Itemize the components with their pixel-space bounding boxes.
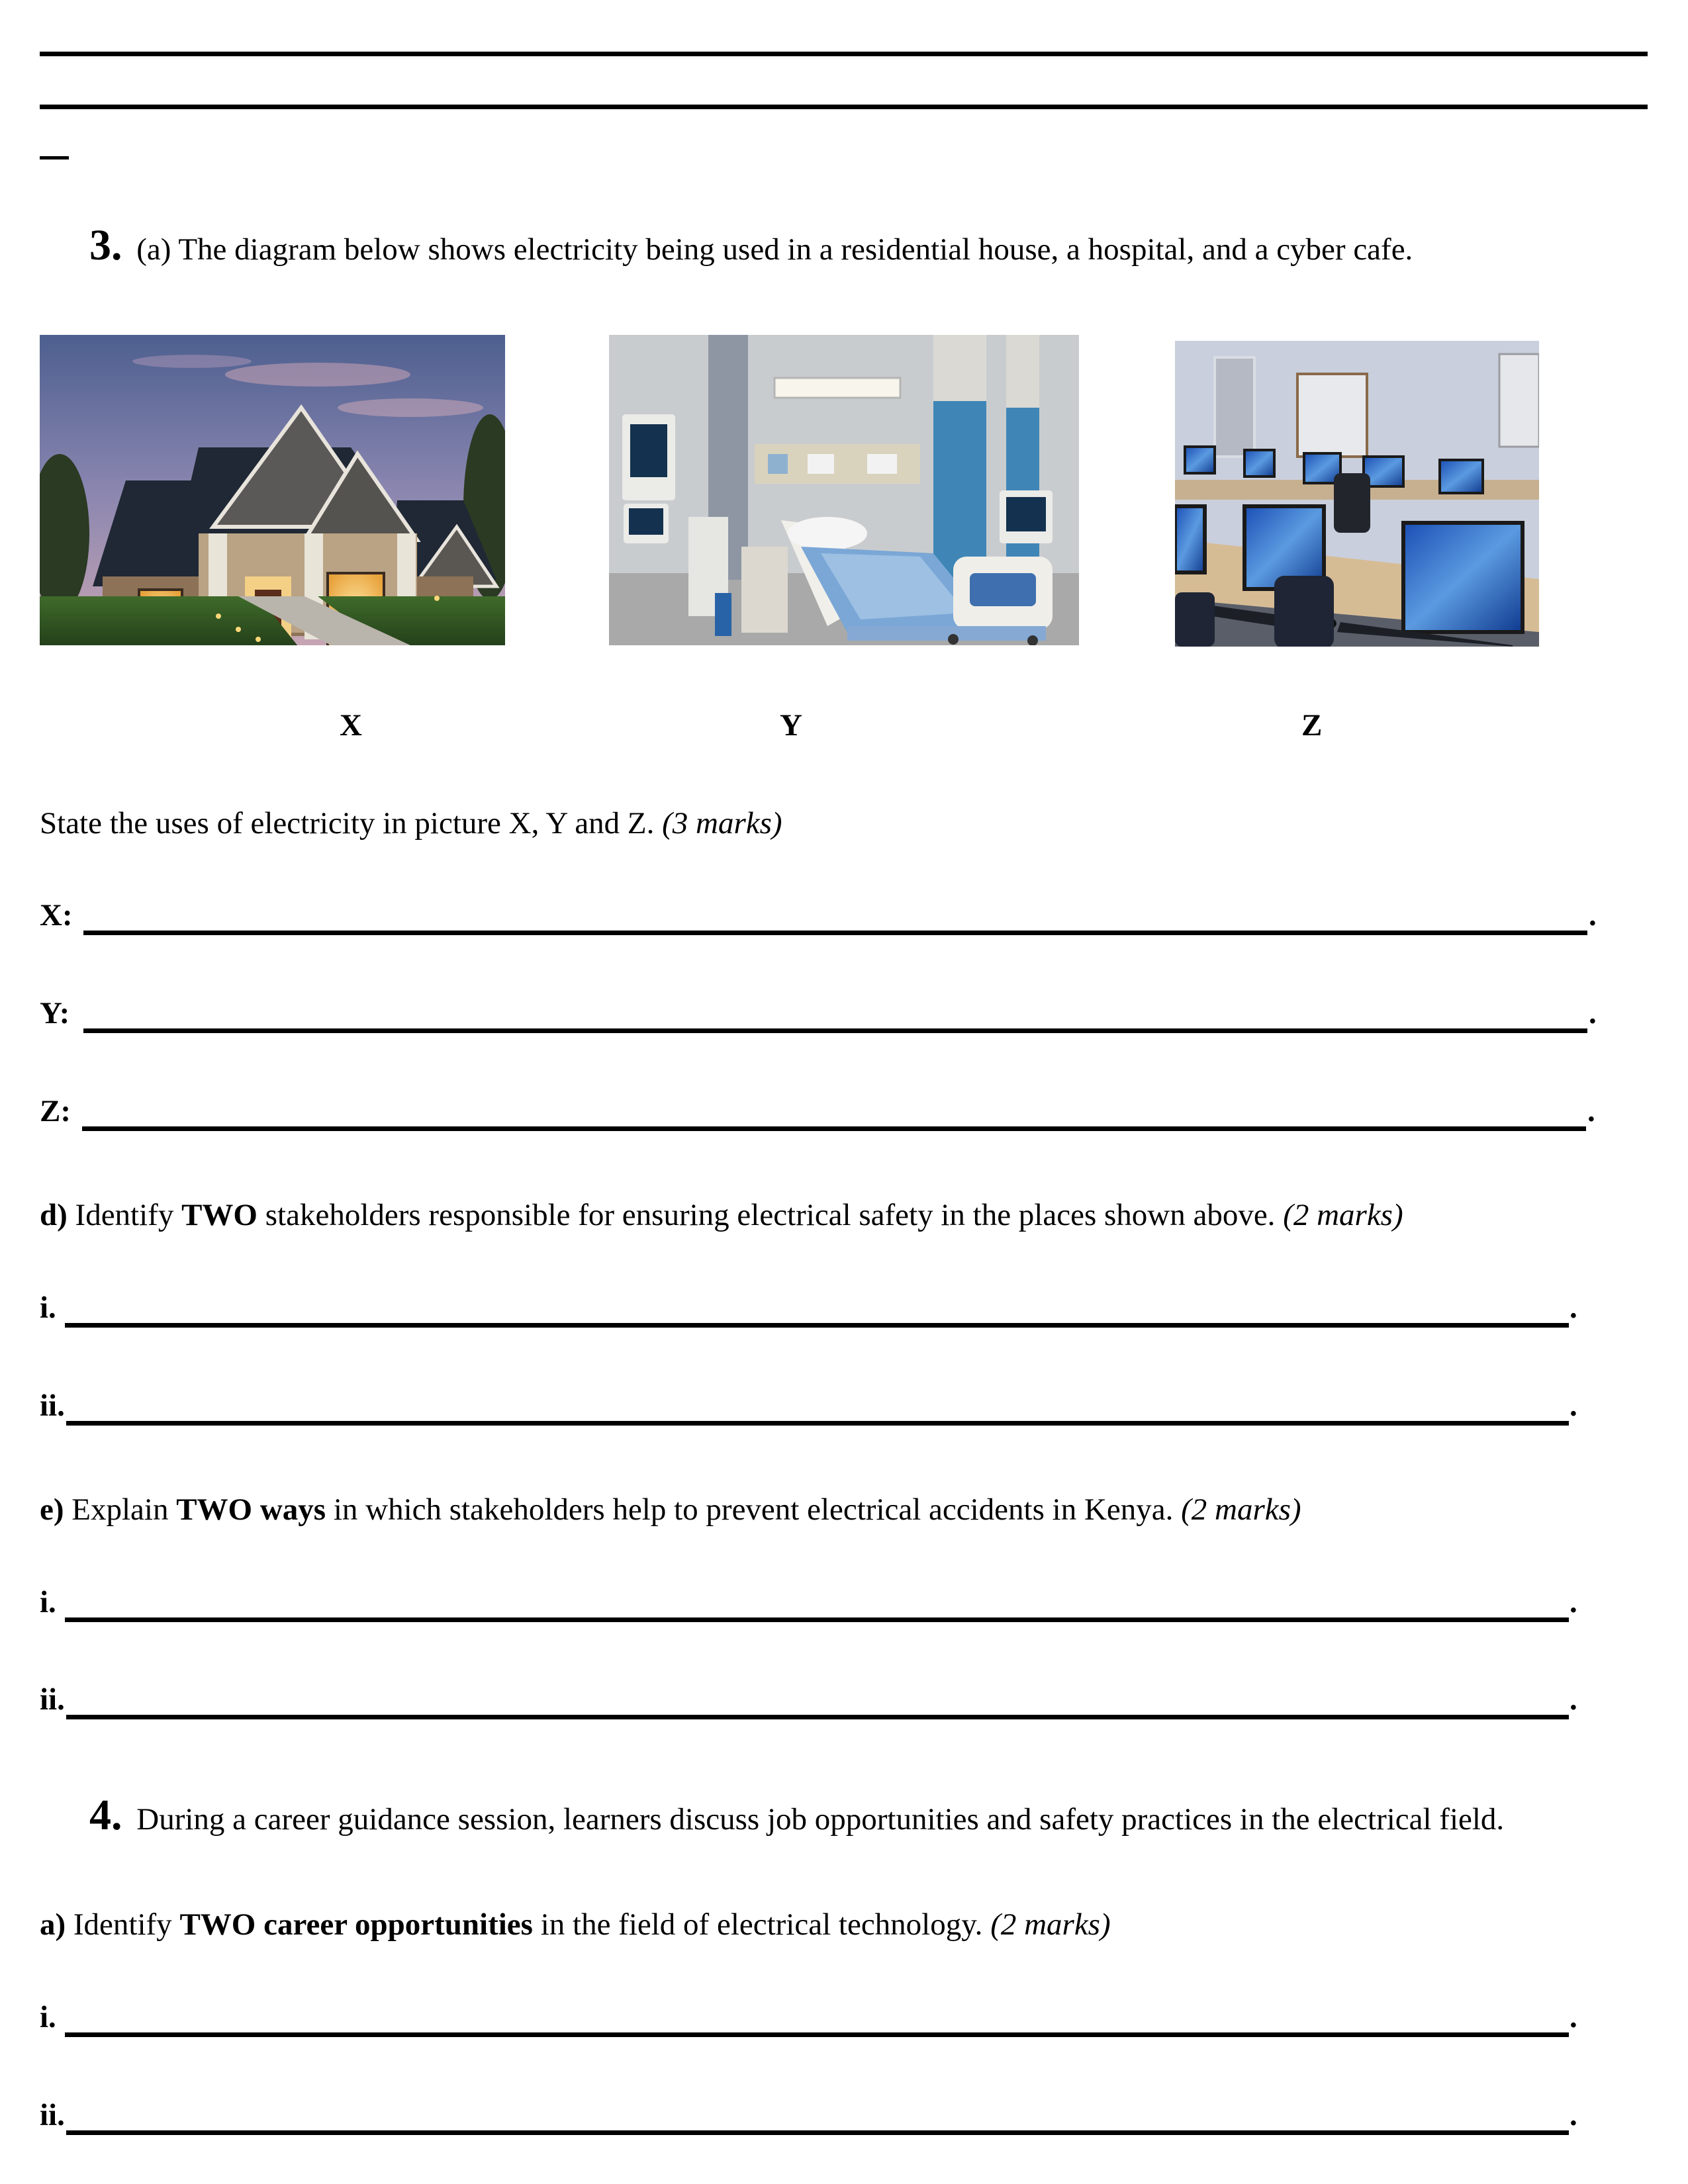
part-letter: d) (40, 1198, 68, 1232)
question-number: 3. (89, 221, 122, 269)
line-end-period: . (1587, 1094, 1595, 1128)
answer-label: Y: (40, 996, 70, 1030)
marks-label: (2 marks) (990, 1907, 1111, 1942)
line-end-period: . (1589, 996, 1597, 1030)
answer-row-y (40, 993, 1615, 1033)
answer-line-d-i[interactable] (65, 1323, 1569, 1328)
question-4-intro (89, 1791, 1505, 1839)
answer-row-q4a-i (40, 1997, 1615, 2037)
part-a-prompt (40, 808, 782, 839)
answer-row-x (40, 895, 1615, 935)
answer-label: ii. (40, 1388, 65, 1423)
answer-line-e-i[interactable] (65, 1617, 1569, 1622)
question-text: During a career guidance session, learners discuss job opportunities and safety practices in the electrical field. (136, 1802, 1505, 1837)
question-text: (a) The diagram below shows electricity being used in a residential house, a hospital, and a cyber cafe. (136, 232, 1413, 267)
answer-line-d-ii[interactable] (66, 1421, 1569, 1426)
prompt-text: Explain (64, 1492, 177, 1527)
answer-line-q4a-i[interactable] (65, 2032, 1569, 2037)
answer-label: ii. (40, 2098, 65, 2132)
answer-line-e-ii[interactable] (66, 1715, 1569, 1719)
marks-label: (2 marks) (1181, 1492, 1301, 1527)
question-3-intro (89, 221, 1413, 269)
answer-row-z (40, 1091, 1615, 1131)
part-letter: e) (40, 1492, 64, 1527)
prompt-emphasis: TWO (181, 1198, 258, 1232)
answer-line-z[interactable] (82, 1126, 1586, 1131)
line-end-period: . (1589, 898, 1597, 933)
picture-label-x: X (340, 708, 362, 743)
prompt-text: in which stakeholders help to prevent electrical accidents in Kenya. (326, 1492, 1174, 1527)
answer-line-x[interactable] (83, 931, 1587, 935)
answer-row-e-ii (40, 1680, 1615, 1719)
picture-label-z: Z (1301, 708, 1323, 743)
answer-label: ii. (40, 1682, 65, 1717)
prompt-text: Identify (66, 1907, 180, 1942)
picture-label-y: Y (780, 708, 802, 743)
part-letter: a) (40, 1907, 66, 1942)
picture-x-residential-house (40, 335, 505, 645)
answer-row-d-ii (40, 1386, 1615, 1426)
answer-label: X: (40, 898, 73, 933)
picture-z-cyber-cafe (1175, 341, 1539, 647)
prompt-emphasis: TWO career opportunities (179, 1907, 533, 1942)
answer-label: Z: (40, 1094, 71, 1128)
answer-row-d-i (40, 1288, 1615, 1328)
prompt-text: Identify (67, 1198, 182, 1232)
answer-line-top-dash (40, 156, 69, 159)
prompt-emphasis: TWO ways (176, 1492, 326, 1527)
line-end-period: . (1570, 1585, 1577, 1619)
q4-part-a-prompt (40, 1909, 1111, 1940)
marks-label: (2 marks) (1283, 1198, 1403, 1232)
prompt-text: stakeholders responsible for ensuring electrical safety in the places shown above. (258, 1198, 1276, 1232)
part-e-prompt (40, 1494, 1301, 1525)
line-end-period: . (1570, 1682, 1577, 1717)
prompt-text: State the uses of electricity in picture X, Y and Z. (40, 806, 655, 841)
answer-line-q4a-ii[interactable] (66, 2130, 1569, 2135)
prompt-text: in the field of electrical technology. (532, 1907, 983, 1942)
line-end-period: . (1570, 2000, 1577, 2034)
marks-label: (3 marks) (662, 806, 782, 841)
answer-label: i. (40, 2000, 56, 2034)
answer-row-q4a-ii (40, 2095, 1615, 2135)
answer-line-y[interactable] (83, 1028, 1587, 1033)
line-end-period: . (1570, 1388, 1577, 1423)
line-end-period: . (1570, 2098, 1577, 2132)
answer-label: i. (40, 1585, 56, 1619)
answer-label: i. (40, 1291, 56, 1325)
answer-line-top-1[interactable] (40, 52, 1648, 56)
line-end-period: . (1570, 1291, 1577, 1325)
answer-row-e-i (40, 1582, 1615, 1622)
picture-y-hospital-ward (609, 335, 1079, 645)
part-d-prompt (40, 1200, 1403, 1231)
answer-line-top-2[interactable] (40, 105, 1648, 109)
question-number: 4. (89, 1791, 122, 1839)
